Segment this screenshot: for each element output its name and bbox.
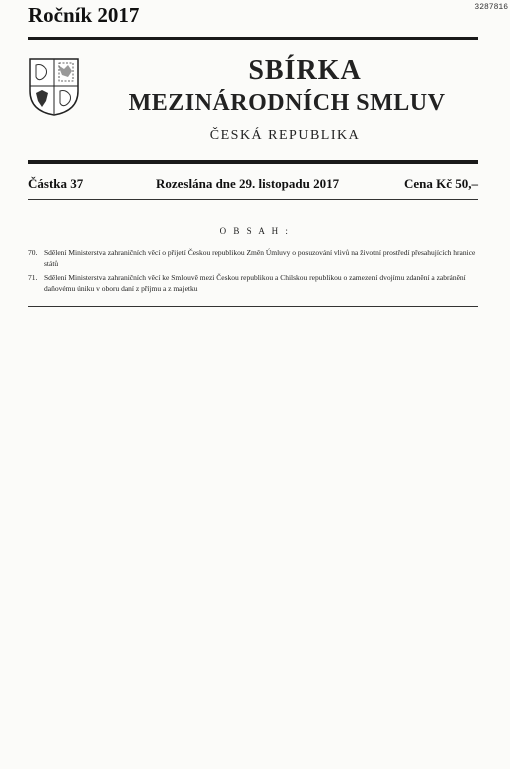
issue-release-date: Rozeslána dne 29. listopadu 2017 [156,176,340,191]
contents-item [28,272,478,294]
document-id: 3287816 [474,3,508,12]
year-label: Ročník 2017 [28,3,140,27]
header-rule [28,160,478,164]
collection-subtitle: MEZINÁRODNÍCH SMLUV [128,90,446,116]
issue-price: Cena Kč 50,– [403,176,478,191]
issue-part: Částka 37 [28,176,84,191]
item-text: Sdělení Ministerstva zahraničních věcí o přijetí Českou republikou Změn Úmluvy o posuzování vlivů na životní prostředí přesahujících hranice států [44,248,476,268]
coat-of-arms-icon [28,57,80,117]
collection-title: SBÍRKA [248,55,362,86]
item-number: 71. [28,273,38,282]
country-name: ČESKÁ REPUBLIKA [209,128,361,143]
contents-item [28,247,478,269]
issue-rule [28,199,478,200]
item-number: 70. [28,248,38,257]
top-rule [28,37,478,40]
contents-heading: O B S A H : [219,226,291,236]
item-text: Sdělení Ministerstva zahraničních věcí ke Smlouvě mezi Českou republikou a Chilskou republikou o zamezení dvojímu zdanění a zabránění daňovému úniku v oboru daní z příjmu a z majetku [44,273,466,293]
contents-rule [28,306,478,307]
